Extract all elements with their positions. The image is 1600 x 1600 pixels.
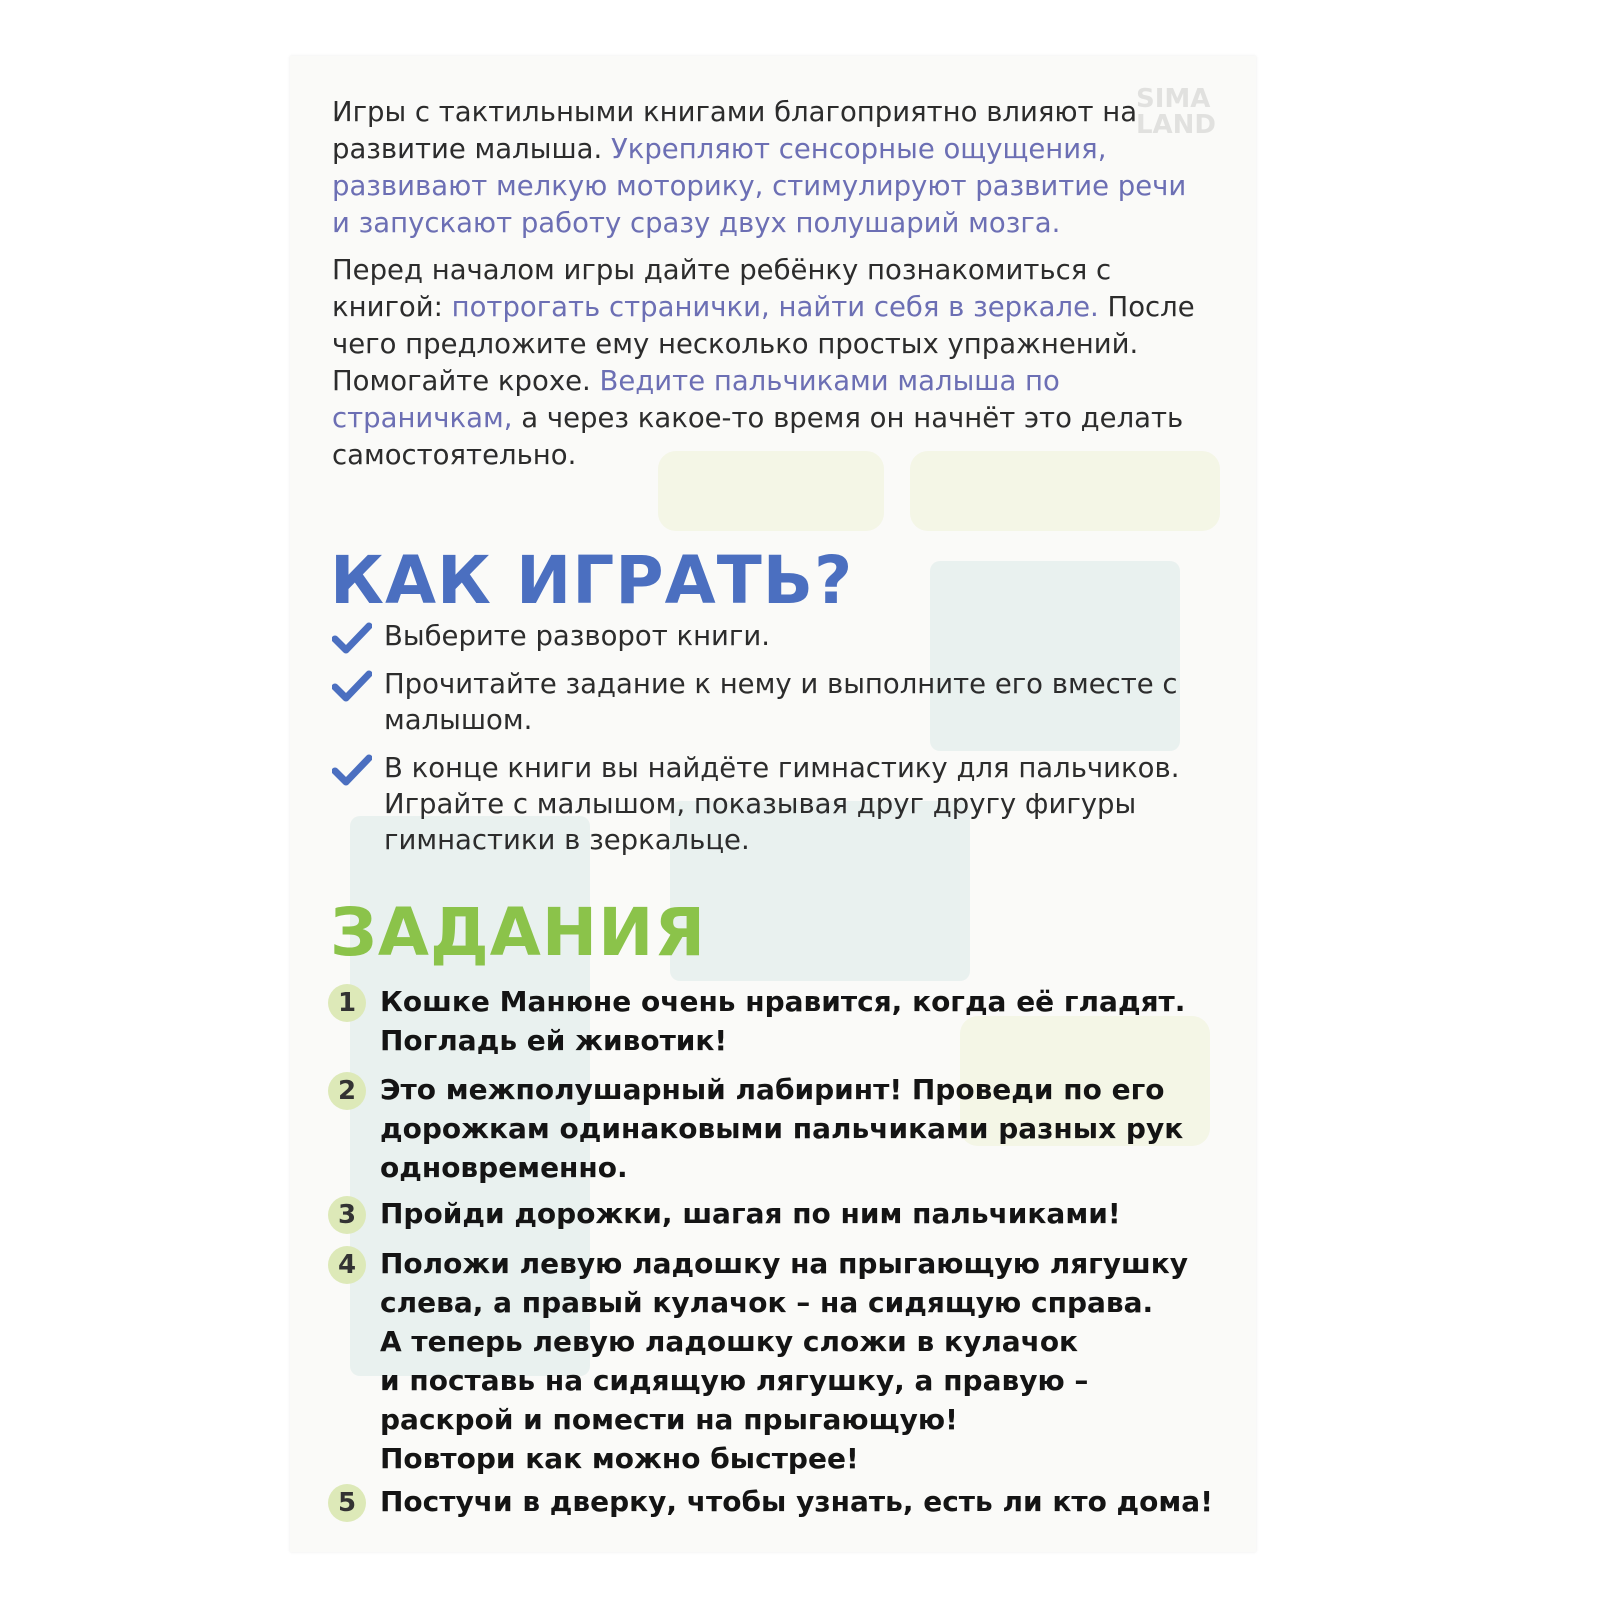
- intro-highlight: потрогать странички, найти себя в зеркале.: [451, 291, 1099, 323]
- checkmark-icon: [332, 670, 372, 702]
- intro-text: После чего предложите ему несколько простых упражнений. Помогайте крохе.: [332, 291, 1195, 397]
- task-text: Это межполушарный лабиринт! Проведи по его дорожкам одинаковыми пальчиками разных рук одновременно.: [380, 1073, 1184, 1184]
- checkmark-icon: [332, 622, 372, 654]
- task-number: 5: [328, 1484, 366, 1522]
- task-number: 2: [328, 1072, 366, 1110]
- task-number: 3: [328, 1196, 366, 1234]
- intro-paragraph-1: [332, 94, 1202, 242]
- intro-text: а через какое-то время он начнёт это делать самостоятельно.: [332, 402, 1184, 471]
- task-number: 4: [328, 1246, 366, 1284]
- intro-highlight: Ведите пальчиками малыша по страничкам,: [332, 365, 1060, 434]
- instruction-sheet: [290, 56, 1256, 1552]
- intro-text: Перед началом игры дайте ребёнку познакомиться с книгой:: [332, 254, 1112, 323]
- sheet-content: [290, 56, 1256, 1552]
- intro-text: Игры с тактильными книгами благоприятно влияют на развитие малыша.: [332, 96, 1138, 165]
- checkmark-icon: [332, 754, 372, 786]
- task-text: Пройди дорожки, шагая по ним пальчиками!: [380, 1197, 1121, 1230]
- task-text: Кошке Манюне очень нравится, когда её гладят. Погладь ей животик!: [380, 985, 1186, 1057]
- list-item-text: В конце книги вы найдёте гимнастику для пальчиков. Играйте с малышом, показывая друг другу фигуры гимнастики в зеркальце.: [384, 752, 1180, 856]
- intro-highlight: Укрепляют сенсорные ощущения, развивают мелкую моторику, стимулируют развитие речи и запускают работу сразу двух полушарий мозга.: [332, 133, 1187, 239]
- task-number: 1: [328, 984, 366, 1022]
- how-to-play-heading: КАК ИГРАТЬ?: [330, 542, 854, 619]
- show-through-logo: SIMA LAND: [1135, 84, 1216, 140]
- task-text: Постучи в дверку, чтобы узнать, есть ли кто дома!: [380, 1485, 1213, 1518]
- task-text: Положи левую ладошку на прыгающую лягушку слева, а правый кулачок – на сидящую справа. А теперь левую ладошку сложи в кулачок и поставь на сидящую лягушку, а правую – раскрой и помести на прыгающую! Повтори как можно быстрее!: [380, 1247, 1189, 1475]
- list-item-text: Выберите разворот книги.: [384, 620, 770, 652]
- intro-paragraph-2: [332, 252, 1202, 474]
- list-item-text: Прочитайте задание к нему и выполните его вместе с малышом.: [384, 668, 1178, 736]
- tasks-heading: ЗАДАНИЯ: [330, 894, 707, 971]
